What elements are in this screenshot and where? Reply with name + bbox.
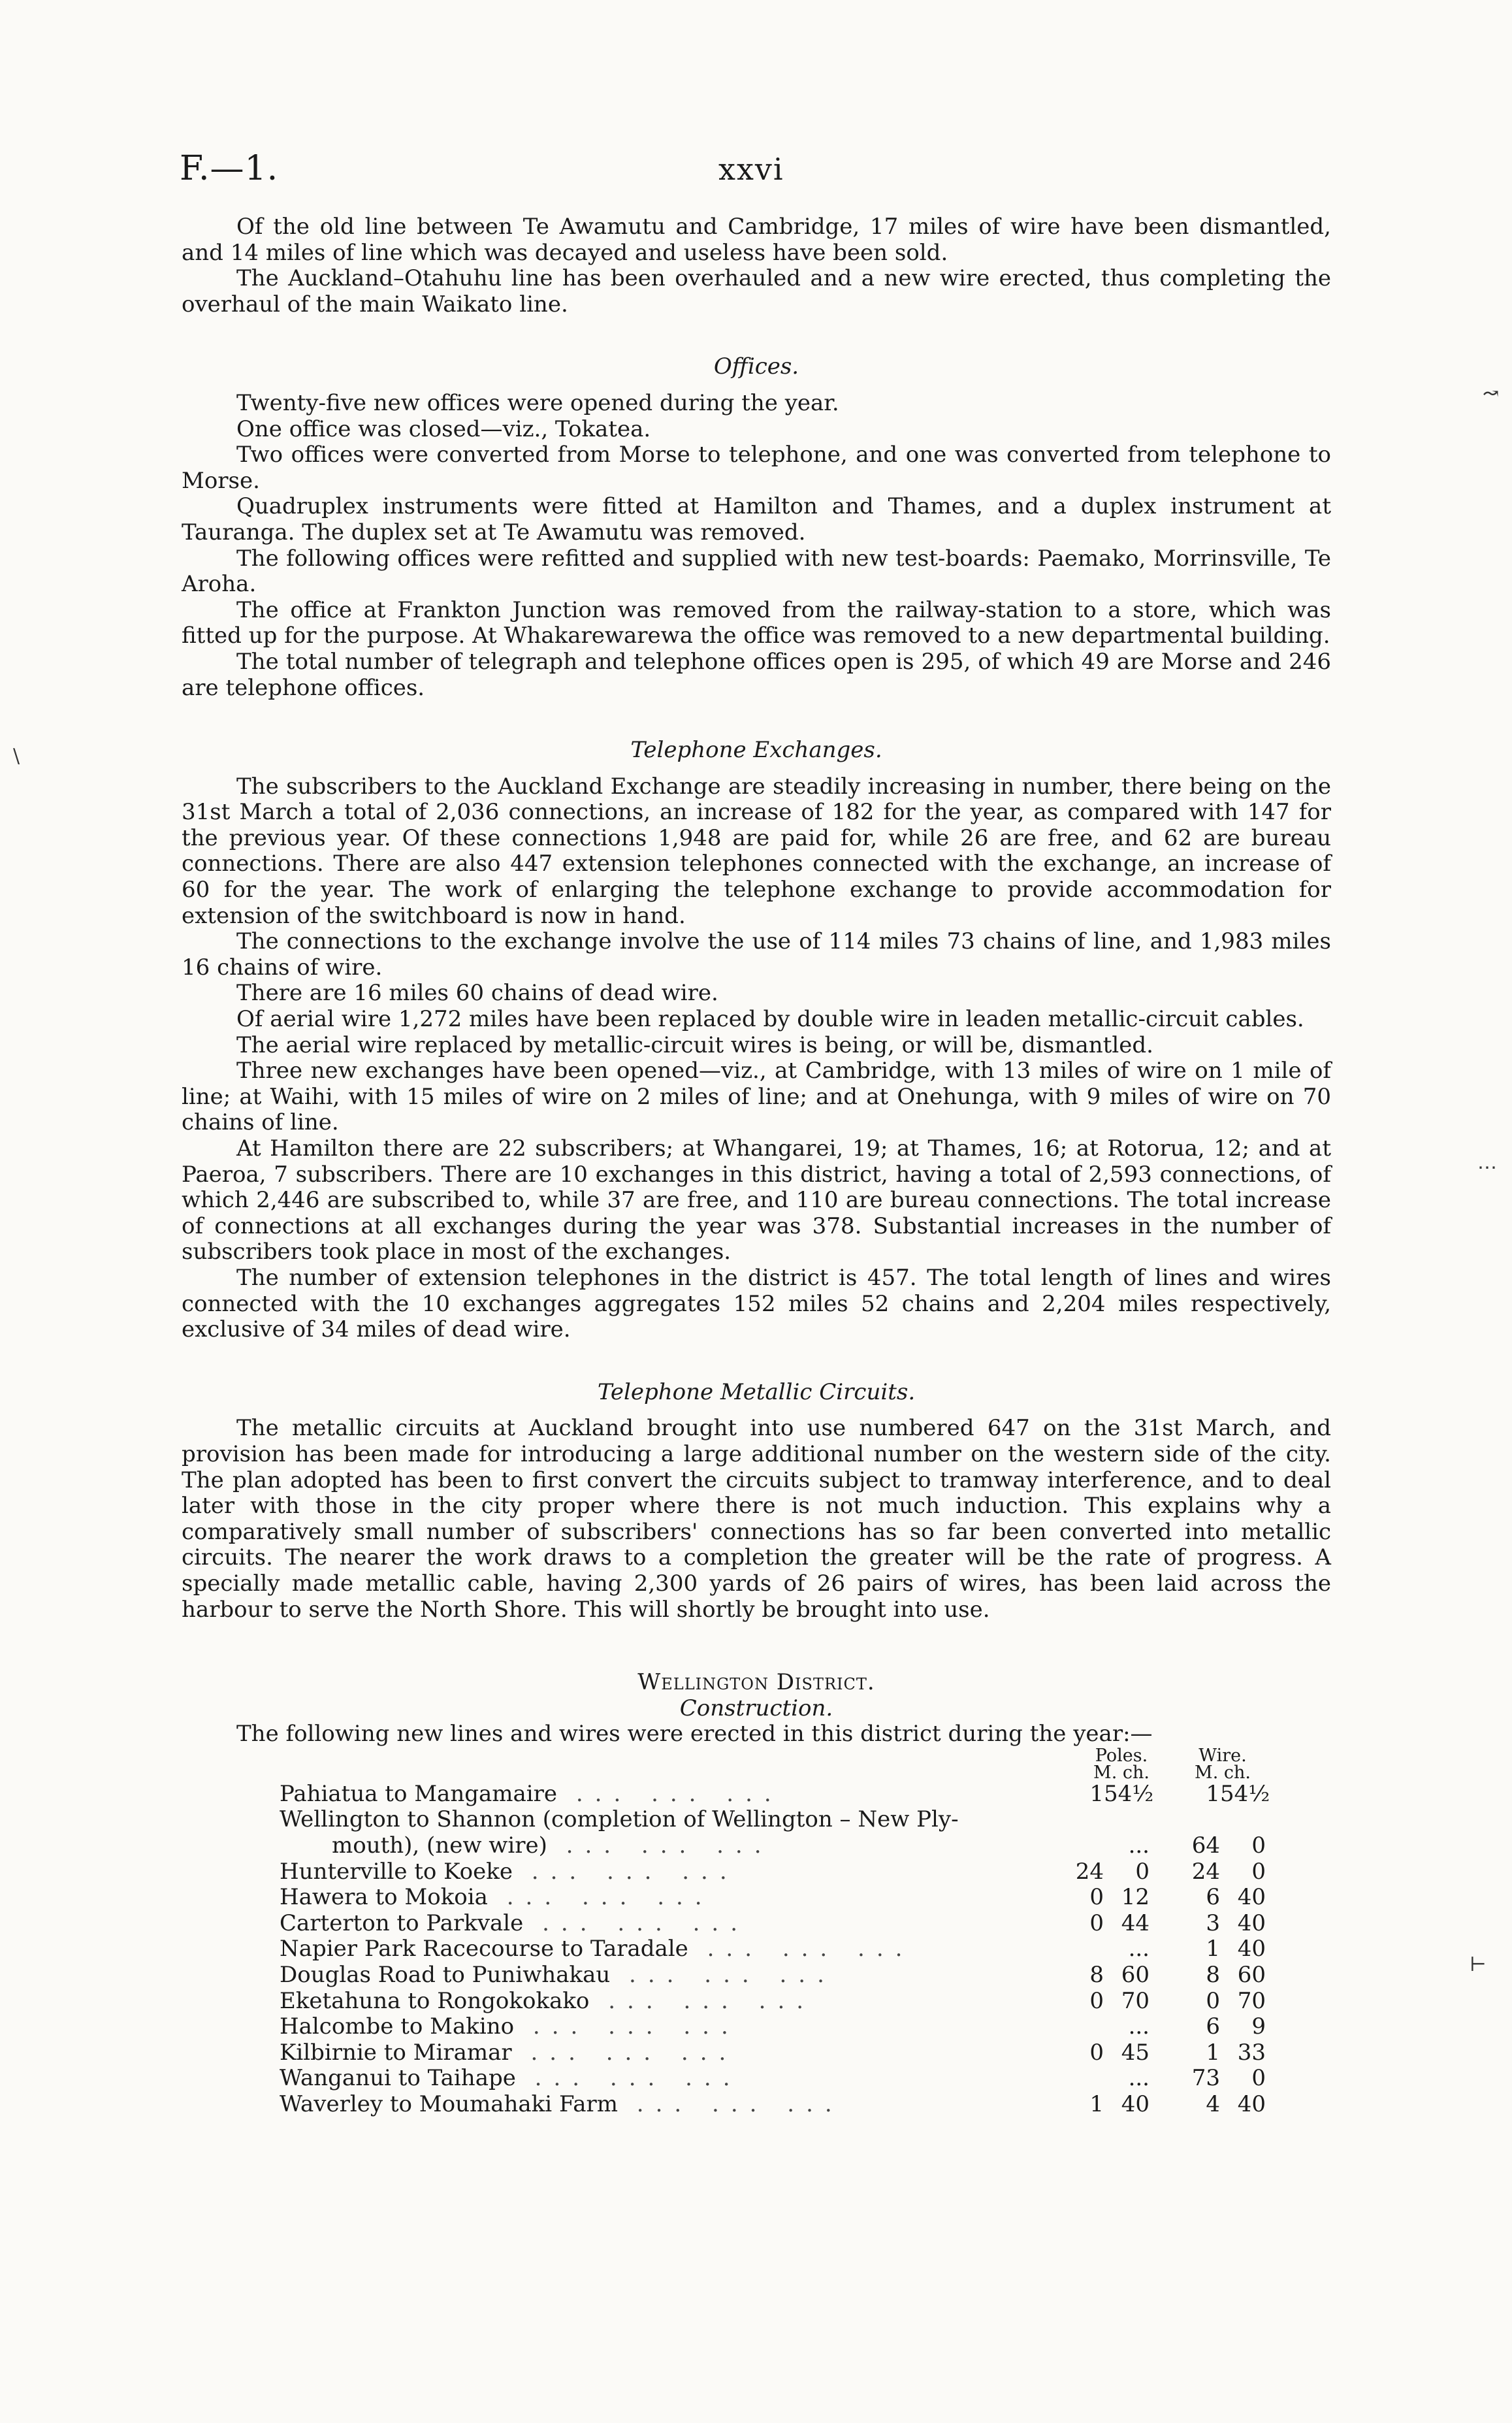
construction-table (280, 1745, 1270, 2118)
poles-chains: 40 (1121, 2091, 1150, 2117)
leader-dots: ... ... ... (547, 1832, 773, 1859)
table-header-row (280, 1764, 1266, 1781)
page-number: xxvi (718, 152, 784, 187)
paragraph: The office at Frankton Junction was removed from the railway-station to a store, which was fitted up for the purpose. At Whakarewarewa the office was removed to a new departmental building. (182, 596, 1331, 649)
wire-chains: 60 (1237, 1962, 1266, 1989)
paragraph: One office was closed—viz., Tokatea. (236, 415, 651, 442)
table-row (280, 1885, 1266, 1911)
poles-chains: ... (1128, 2065, 1150, 2092)
route-name: Kilbirnie to Miramar (280, 2039, 512, 2066)
wire-miles: 64 (1191, 1832, 1220, 1859)
poles-chains: 44 (1121, 1910, 1150, 1936)
poles-chains: ... (1128, 1936, 1150, 1962)
table-row (280, 2066, 1266, 2092)
margin-mark: ⋯ (1477, 1156, 1497, 1179)
leader-dots: ... ... ... (523, 1910, 750, 1936)
paragraph: The aerial wire replaced by metallic-circuit wires is being, or will be, dismantled. (236, 1032, 1153, 1058)
wire-miles: 8 (1206, 1962, 1220, 1989)
wire-chains: 40 (1237, 1910, 1266, 1936)
wire-chains: 70 (1237, 1987, 1266, 2014)
paragraph: Twenty-five new offices were opened during the year. (236, 389, 839, 416)
section-heading-offices: Offices. (713, 353, 799, 380)
poles-chains: 45 (1121, 2039, 1150, 2066)
table-row (280, 1807, 1266, 1833)
leader-dots: ... ... ... (514, 2013, 740, 2040)
wire-chains: 54½ (1220, 1780, 1270, 1807)
paragraph: The subscribers to the Auckland Exchange are steadily increasing in number, there being on the 31st March a total of 2,036 connections, an increase of 182 for the year, as compared with 147 for the previous year. Of these connections 1,948 are paid for, while 26 are free, and 62 are bureau connections. There are also 447 extension telephones connected with the exchange, an increase of 60 for the year. The work of enlarging the telephone exchange to provide accommodation for extension of the switchboard is now in hand. (182, 773, 1331, 929)
paragraph: The connections to the exchange involve the use of 114 miles 73 chains of line, and 1,983 miles 16 chains of wire. (182, 928, 1331, 981)
wire-miles: 4 (1206, 2091, 1220, 2117)
table-row (280, 2040, 1266, 2066)
wire-chains: 33 (1237, 2039, 1266, 2066)
table-row (280, 1859, 1266, 1885)
wire-miles: 6 (1206, 2013, 1220, 2040)
margin-mark: ↝ (1483, 382, 1500, 405)
paragraph: There are 16 miles 60 chains of dead wire. (236, 980, 718, 1007)
column-header-poles: Poles. (1095, 1745, 1148, 1766)
wire-miles: 6 (1206, 1884, 1220, 1911)
section-code: F.—1. (180, 149, 279, 188)
poles-chains: 0 (1135, 1858, 1150, 1885)
table-intro: The following new lines and wires were erected in this district during the year:— (236, 1721, 1153, 1748)
section-heading-metallic: Telephone Metallic Circuits. (597, 1378, 916, 1405)
leader-dots: ... ... ... (688, 1936, 914, 1962)
paragraph: Of aerial wire 1,272 miles have been replaced by double wire in leaden metallic-circuit cables. (236, 1006, 1304, 1033)
poles-chains: ... (1128, 2013, 1150, 2040)
route-name: Wellington to Shannon (completion of Wellington – New Ply- (280, 1806, 959, 1833)
paragraph: Of the old line between Te Awamutu and Cambridge, 17 miles of wire have been dismantled, and 14 miles of line which was decayed and useless have been sold. (182, 214, 1331, 266)
column-unit-wire: M. ch. (1195, 1762, 1251, 1783)
table-row (280, 1989, 1266, 2015)
wire-miles: 1 (1206, 1780, 1220, 1807)
leader-dots: ... ... ... (589, 1987, 816, 2014)
wire-miles: 24 (1191, 1858, 1220, 1885)
route-name: Douglas Road to Puniwhakau (280, 1962, 611, 1989)
wire-miles: 1 (1206, 2039, 1220, 2066)
route-name: Waverley to Moumahaki Farm (280, 2091, 618, 2117)
route-name: Eketahuna to Rongokokako (280, 1987, 590, 2014)
poles-miles: 8 (1089, 1962, 1104, 1989)
poles-chains: 12 (1121, 1884, 1150, 1911)
column-unit-poles: M. ch. (1093, 1762, 1150, 1783)
route-name: Halcombe to Makino (280, 2013, 515, 2040)
poles-chains: ... (1128, 1832, 1150, 1859)
document-body (182, 214, 1331, 2118)
wire-chains: 40 (1237, 2091, 1266, 2117)
table-row-continuation (280, 1833, 1266, 1859)
table-row (280, 2092, 1266, 2118)
poles-chains: 54½ (1104, 1780, 1154, 1807)
poles-miles: 1 (1089, 2091, 1104, 2117)
paragraph: The following offices were refitted and supplied with new test-boards: Paemako, Morrinsville, Te Aroha. (182, 545, 1331, 598)
table-row (280, 2014, 1266, 2040)
paragraph: The metallic circuits at Auckland brought into use numbered 647 on the 31st March, and provision has been made for introducing a large additional number on the western side of the city. The plan adopted has been to first convert the circuits subject to tramway interference, and to deal later with those in the city proper where there is not much induction. This explains why a comparatively small number of subscribers' connections has so far been converted into metallic circuits. The nearer the work draws to a completion the greater will be the rate of progress. A specially made metallic cable, having 2,300 yards of 26 pairs of wires, has been laid across the harbour to serve the North Shore. This will shortly be brought into use. (182, 1415, 1331, 1623)
route-name: Carterton to Parkvale (280, 1910, 524, 1936)
margin-mark: ⊢ (1470, 1953, 1487, 1976)
paragraph: At Hamilton there are 22 subscribers; at Whangarei, 19; at Thames, 16; at Rotorua, 12; and at Paeroa, 7 subscribers. There are 10 exchanges in this district, having a total of 2,593 connections, of which 2,446 are subscribed to, while 37 are free, and 110 are bureau connections. The total increase of connections at all exchanges during the year was 378. Substantial increases in the number of subscribers took place in most of the exchanges. (182, 1135, 1331, 1265)
leader-dots: ... ... ... (511, 2039, 738, 2066)
route-name: Hawera to Mokoia (280, 1884, 488, 1911)
leader-dots: ... ... ... (618, 2091, 844, 2117)
section-heading-exchanges: Telephone Exchanges. (630, 737, 882, 764)
poles-miles: 0 (1089, 1987, 1104, 2014)
wire-chains: 9 (1251, 2013, 1266, 2040)
poles-miles: 1 (1089, 1780, 1104, 1807)
poles-miles: 24 (1075, 1858, 1104, 1885)
wire-chains: 40 (1237, 1884, 1266, 1911)
wire-chains: 0 (1251, 1858, 1266, 1885)
route-name: Wanganui to Taihape (280, 2065, 516, 2092)
poles-chains: 70 (1121, 1987, 1150, 2014)
route-name: Napier Park Racecourse to Taradale (280, 1936, 688, 1962)
leader-dots: ... ... ... (610, 1962, 836, 1989)
route-name: Pahiatua to Mangamaire (280, 1780, 558, 1807)
construction-heading: Construction. (679, 1695, 833, 1721)
poles-miles: 0 (1089, 1884, 1104, 1911)
wire-miles: 3 (1206, 1910, 1220, 1936)
leader-dots: ... ... ... (515, 2065, 742, 2092)
paragraph: The Auckland–Otahuhu line has been overhauled and a new wire erected, thus completing the overhaul of the main Waikato line. (182, 265, 1331, 317)
wire-chains: 0 (1251, 1832, 1266, 1859)
paragraph: Three new exchanges have been opened—viz., at Cambridge, with 13 miles of wire on 1 mile of line; at Waihi, with 15 miles of wire on 2 miles of line; and at Onehunga, with 9 miles of wire on 70 chains of line. (182, 1058, 1331, 1136)
table-row (280, 1962, 1266, 1989)
poles-chains: 60 (1121, 1962, 1150, 1989)
poles-miles: 0 (1089, 2039, 1104, 2066)
wire-chains: 40 (1237, 1936, 1266, 1962)
leader-dots: ... ... ... (557, 1780, 783, 1807)
column-header-wire: Wire. (1198, 1745, 1247, 1766)
leader-dots: ... ... ... (487, 1884, 714, 1911)
table-row (280, 1936, 1266, 1962)
paragraph: Two offices were converted from Morse to telephone, and one was converted from telephone to Morse. (182, 442, 1331, 494)
leader-dots: ... ... ... (512, 1858, 739, 1885)
district-heading: Wellington District. (637, 1669, 875, 1696)
table-header-row (280, 1748, 1266, 1764)
wire-miles: 73 (1191, 2065, 1220, 2092)
wire-miles: 1 (1206, 1936, 1220, 1962)
paragraph: The number of extension telephones in the district is 457. The total length of lines and wires connected with the 10 exchanges aggregates 152 miles 52 chains and 2,204 miles respectively, exclusive of 34 miles of dead wire. (182, 1264, 1331, 1343)
route-name: Hunterville to Koeke (280, 1858, 513, 1885)
paragraph: The total number of telegraph and telephone offices open is 295, of which 49 are Morse and 246 are telephone offices. (182, 648, 1331, 701)
poles-miles: 0 (1089, 1910, 1104, 1936)
table-row (280, 1781, 1266, 1808)
table-row (280, 1911, 1266, 1937)
paragraph: Quadruplex instruments were fitted at Hamilton and Thames, and a duplex instrument at Tauranga. The duplex set at Te Awamutu was removed. (182, 493, 1331, 545)
margin-mark: \ (13, 745, 20, 768)
wire-miles: 0 (1206, 1987, 1220, 2014)
route-name-continuation: mouth), (new wire) (332, 1832, 547, 1859)
wire-chains: 0 (1251, 2065, 1266, 2092)
